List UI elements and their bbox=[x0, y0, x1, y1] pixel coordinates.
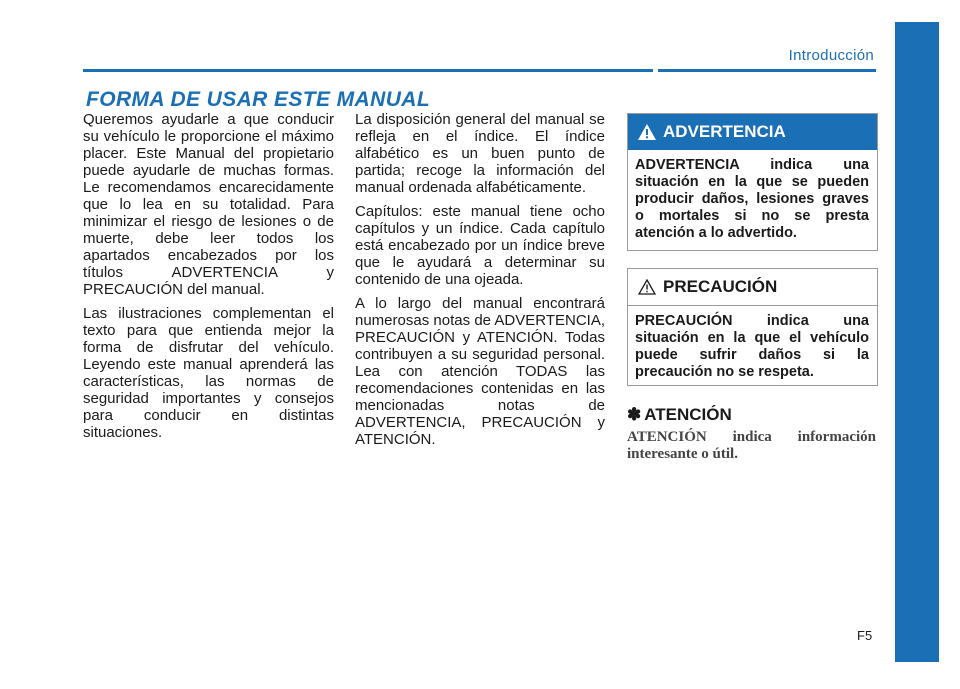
note-star-icon: ✽ bbox=[627, 405, 642, 424]
side-tab bbox=[895, 22, 939, 662]
paragraph: A lo largo del manual encontrará numerosas notas de ADVERTENCIA, PRECAUCIÓN y ATENCIÓN. Todas contribuyen a su seguridad personal. Lea con atención TODAS las recomendaciones contenidas en las mencionadas notas de ADVERTENCIA, PRECAUCIÓN y ATENCIÓN. bbox=[355, 295, 605, 448]
warning-box-title: ADVERTENCIA bbox=[663, 122, 786, 141]
page-number: F5 bbox=[857, 628, 873, 643]
note-text: ATENCIÓN indica información interesante o útil. bbox=[627, 429, 876, 462]
page-title: FORMA DE USAR ESTE MANUAL bbox=[86, 88, 431, 111]
column-1 bbox=[83, 111, 334, 448]
paragraph: Las ilustraciones complementan el texto para que entienda mejor la forma de disfrutar del vehículo. Leyendo este manual aprenderá las características, las normas de seguridad importantes y consejos para conducir en distintas situaciones. bbox=[83, 305, 334, 441]
caution-triangle-icon bbox=[638, 279, 656, 295]
caution-box-text: PRECAUCIÓN indica una situación en la que el vehículo puede sufrir daños si la precaución no se respeta. bbox=[635, 313, 869, 380]
section-name: Introducción bbox=[788, 47, 874, 64]
paragraph: Queremos ayudarle a que conducir su vehículo le proporcione el máximo placer. Este Manual del propietario puede ayudarle de muchas formas. Le recomendamos encarecidamente que lo lea en su totalidad. Para minimizar el riesgo de lesiones o de muerte, debe leer todos los apartados encabezados por los títulos ADVERTENCIA y PRECAUCIÓN del manual. bbox=[83, 111, 334, 298]
warning-triangle-icon bbox=[638, 124, 656, 140]
paragraph: Capítulos: este manual tiene ocho capítulos y un índice. Cada capítulo está encabezado por un índice breve que le ayudará a determinar su contenido de una ojeada. bbox=[355, 203, 605, 288]
warning-box bbox=[627, 113, 878, 251]
column-2 bbox=[355, 111, 605, 455]
caution-box bbox=[627, 268, 878, 386]
warning-box-header bbox=[628, 114, 877, 150]
warning-box-text: ADVERTENCIA indica una situación en la que se pueden producir daños, lesiones graves o mortales si no se presta atención a lo advertido. bbox=[635, 157, 869, 241]
caution-box-title: PRECAUCIÓN bbox=[663, 277, 778, 296]
caution-box-header bbox=[628, 269, 877, 306]
header-rule-right bbox=[658, 69, 876, 72]
paragraph: La disposición general del manual se refleja en el índice. El índice alfabético es un buen punto de partida; recoge la información del manual ordenada alfabéticamente. bbox=[355, 111, 605, 196]
note-title-text: ATENCIÓN bbox=[644, 405, 732, 424]
note-title bbox=[627, 405, 732, 425]
header-rule-left bbox=[83, 69, 653, 72]
